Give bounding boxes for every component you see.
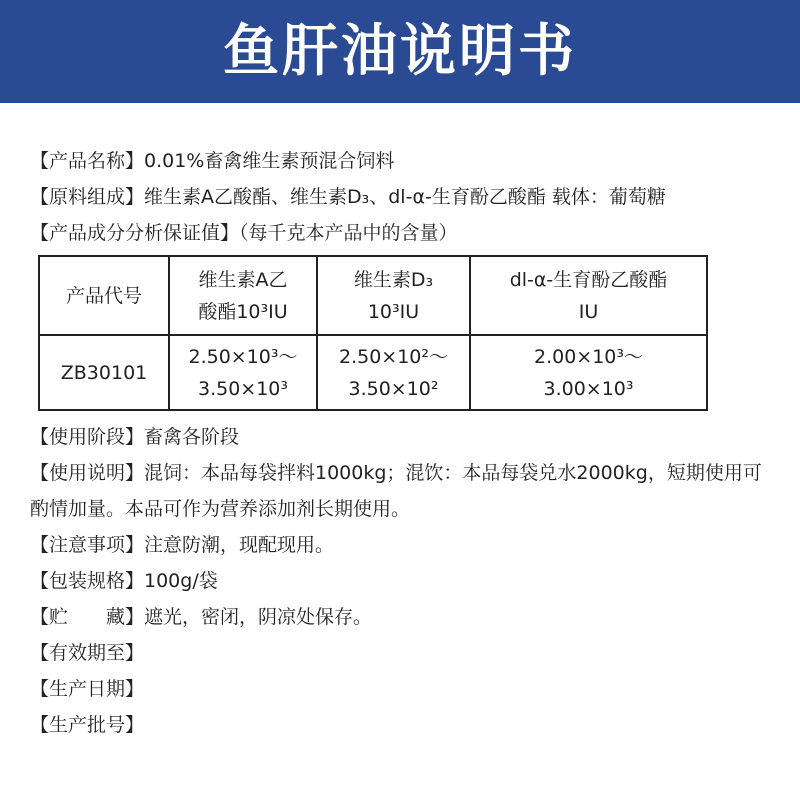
row-vitamin-d (317, 335, 470, 410)
row-code-value: ZB30101 (60, 361, 148, 384)
row-vitamin-a-max: 3.50×10³ (197, 377, 289, 400)
usage-instructions-line: 【使用说明】混饲：本品每袋拌料1000kg；混饮：本品每袋兑水2000kg，短期使用可酌情加量。本品可作为营养添加剂长期使用。 (30, 462, 762, 520)
table-header-row (39, 256, 707, 335)
row-vitamin-e-min: 2.00×10³～ (533, 345, 644, 368)
guarantee-line: 【产品成分分析保证值】（每千克本产品中的含量） (30, 222, 458, 244)
row-code (39, 335, 169, 410)
header-vitamin-a (169, 256, 317, 335)
header-vitamin-d-line1: 维生素D₃ (353, 268, 434, 291)
header-vitamin-e (470, 256, 707, 335)
usage-stage-line: 【使用阶段】畜禽各阶段 (30, 426, 240, 448)
production-date-line: 【生产日期】 (30, 678, 145, 700)
package-spec-line: 【包装规格】100g/袋 (30, 570, 218, 592)
instruction-body (30, 143, 775, 743)
ingredients-line: 【原料组成】维生素A乙酸酯、维生素D₃、dl-α-生育酚乙酸酯 载体：葡萄糖 (30, 186, 666, 208)
title-banner (0, 0, 800, 103)
row-vitamin-e (470, 335, 707, 410)
precautions-line: 【注意事项】注意防潮，现配现用。 (30, 534, 335, 556)
header-vitamin-d (317, 256, 470, 335)
row-vitamin-a (169, 335, 317, 410)
composition-table (38, 255, 708, 411)
page-title: 鱼肝油说明书 (223, 18, 577, 84)
header-code-label: 产品代号 (65, 284, 142, 307)
product-name-line: 【产品名称】0.01%畜禽维生素预混合饲料 (30, 150, 395, 172)
row-vitamin-e-max: 3.00×10³ (543, 377, 634, 400)
row-vitamin-d-min: 2.50×10²～ (338, 345, 449, 368)
header-vitamin-a-line2: 酸酯10³IU (198, 300, 288, 323)
expiry-line: 【有效期至】 (30, 642, 145, 664)
header-vitamin-d-line2: 10³IU (367, 300, 420, 323)
header-vitamin-e-line2: IU (578, 300, 599, 323)
header-code (39, 256, 169, 335)
header-vitamin-a-line1: 维生素A乙 (198, 268, 288, 291)
table-row (39, 335, 707, 410)
row-vitamin-a-min: 2.50×10³～ (188, 345, 298, 368)
storage-line: 【贮 藏】遮光，密闭，阴凉处保存。 (30, 606, 373, 628)
row-vitamin-d-max: 3.50×10² (348, 377, 439, 400)
batch-number-line: 【生产批号】 (30, 714, 145, 736)
header-vitamin-e-line1: dl-α-生育酚乙酸酯 (509, 268, 668, 291)
